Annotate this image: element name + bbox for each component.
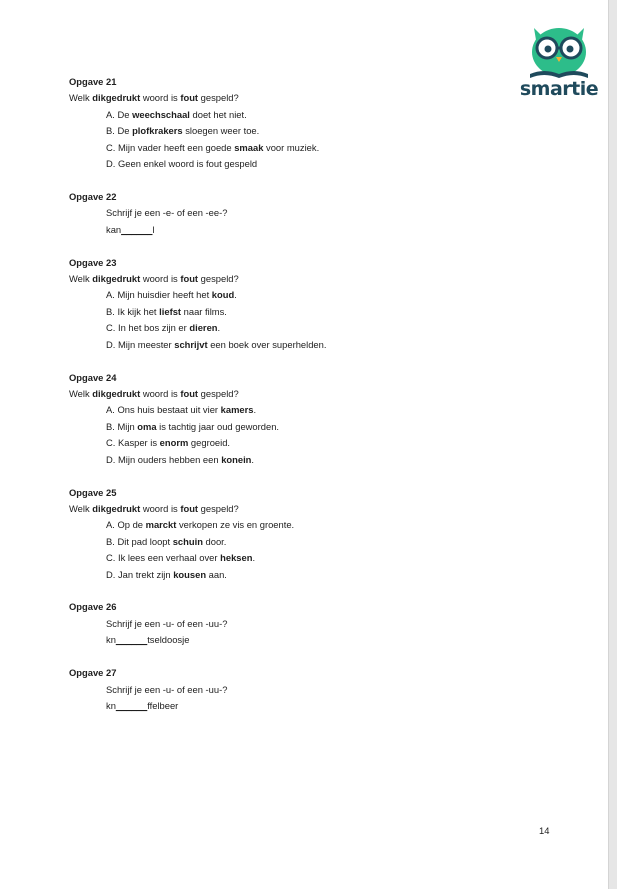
logo-text: smartie	[519, 78, 599, 100]
question-instruction: Schrijf je een -u- of een -uu-?	[106, 683, 228, 695]
answer-option-d: D. Geen enkel woord is fout gespeld	[106, 158, 258, 170]
answer-option-d: D. Mijn meester schrijvt een boek over superhelden.	[106, 338, 327, 350]
question-title: Opgave 25	[69, 486, 117, 498]
question-title: Opgave 21	[69, 76, 117, 87]
answer-option-a: A. Op de marckt verkopen ze vis en groente.	[106, 519, 295, 531]
question-prompt: Welk dikgedrukt woord is fout gespeld?	[69, 388, 239, 399]
answer-option-d: D. Mijn ouders hebben een konein.	[106, 453, 255, 465]
smartie-logo	[516, 24, 602, 100]
question-title: Opgave 24	[69, 371, 117, 383]
question-21	[69, 74, 509, 172]
page-number: 14	[539, 825, 550, 836]
answer-option-d: D. Jan trekt zijn kousen aan.	[106, 568, 227, 580]
question-title: Opgave 23	[69, 256, 117, 268]
answer-option-c: C. Kasper is enorm gegroeid.	[106, 437, 231, 449]
question-23	[69, 255, 509, 353]
question-title: Opgave 27	[69, 667, 117, 679]
answer-option-a: A. Ons huis bestaat uit vier kamers.	[106, 404, 257, 416]
question-prompt: Welk dikgedrukt woord is fout gespeld?	[69, 273, 239, 285]
answer-option-b: B. Mijn oma is tachtig jaar oud geworden.	[106, 420, 280, 432]
question-26	[69, 599, 509, 648]
blank-line[interactable]: ______	[115, 700, 148, 711]
blank-line[interactable]: ______	[121, 223, 153, 235]
question-title: Opgave 22	[69, 190, 117, 202]
answer-option-b: B. De plofkrakers sloegen weer toe.	[106, 125, 260, 137]
answer-option-a: A. Mijn huisdier heeft het koud.	[106, 289, 237, 301]
question-instruction: Schrijf je een -u- of een -uu-?	[106, 617, 228, 629]
fill-in-blank: kan______l	[106, 223, 155, 235]
answer-option-c: C. In het bos zijn er dieren.	[106, 322, 221, 334]
question-instruction: Schrijf je een -e- of een -ee-?	[106, 207, 228, 219]
answer-option-a: A. De weechschaal doet het niet.	[106, 108, 247, 120]
answer-option-b: B. Dit pad loopt schuin door.	[106, 535, 227, 547]
exercise-list	[69, 74, 509, 731]
fill-in-blank: kn______tseldoosje	[106, 634, 190, 646]
question-title: Opgave 26	[69, 601, 117, 613]
blank-line[interactable]: ______	[115, 634, 148, 646]
question-prompt: Welk dikgedrukt woord is fout gespeld?	[69, 92, 239, 104]
answer-option-c: C. Ik lees een verhaal over heksen.	[106, 552, 256, 564]
question-27	[69, 665, 509, 714]
question-25	[69, 485, 509, 583]
question-prompt: Welk dikgedrukt woord is fout gespeld?	[69, 502, 239, 514]
question-22	[69, 189, 509, 238]
answer-option-b: B. Ik kijk het liefst naar films.	[106, 305, 227, 317]
question-24	[69, 370, 509, 468]
fill-in-blank: kn______ffelbeer	[106, 700, 179, 711]
owl-with-glasses-icon	[516, 24, 602, 80]
answer-option-c: C. Mijn vader heeft een goede smaak voor muziek.	[106, 141, 320, 153]
